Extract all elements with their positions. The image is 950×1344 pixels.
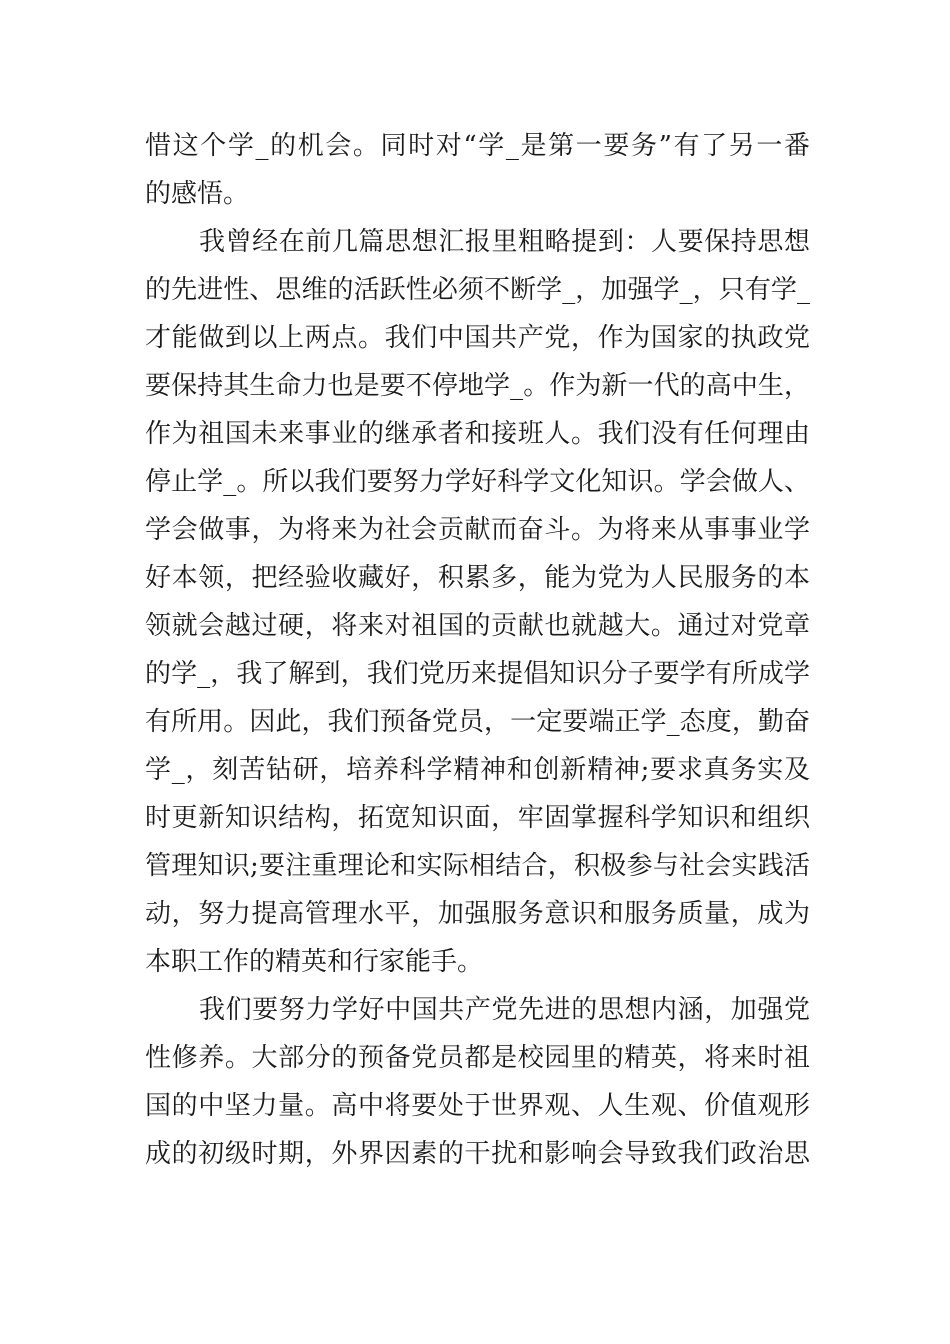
text-line: 要保持其生命力也是要不停地学_。作为新一代的高中生， <box>145 371 810 401</box>
text-line: 好本领，把经验收藏好，积累多，能为党为人民服务的本 <box>145 563 810 593</box>
text-line: 成的初级时期，外界因素的干扰和影响会导致我们政治思 <box>145 1139 810 1169</box>
paragraph-2 <box>145 218 810 986</box>
text-line: 管理知识;要注重理论和实际相结合，积极参与社会实践活 <box>145 851 810 881</box>
text-line: 时更新知识结构，拓宽知识面，牢固掌握科学知识和组织 <box>145 803 810 833</box>
text-line: 作为祖国未来事业的继承者和接班人。我们没有任何理由 <box>145 419 810 449</box>
text-line: 的学_，我了解到，我们党历来提倡知识分子要学有所成学 <box>145 659 810 689</box>
text-line: 的先进性、思维的活跃性必须不断学_，加强学_，只有学_ <box>145 275 810 305</box>
text-line: 才能做到以上两点。我们中国共产党，作为国家的执政党 <box>145 323 810 353</box>
text-line: 停止学_。所以我们要努力学好科学文化知识。学会做人、 <box>145 467 810 497</box>
text-line: 我们要努力学好中国共产党先进的思想内涵，加强党 <box>199 995 810 1025</box>
paragraph-1 <box>145 122 810 218</box>
paragraph-3 <box>145 986 810 1178</box>
text-line: 学会做事，为将来为社会贡献而奋斗。为将来从事事业学 <box>145 515 810 545</box>
text-line: 惜这个学_的机会。同时对“学_是第一要务”有了另一番 <box>145 131 810 161</box>
text-line: 领就会越过硬，将来对祖国的贡献也就越大。通过对党章 <box>145 611 810 641</box>
text-line: 学_，刻苦钻研，培养科学精神和创新精神;要求真务实及 <box>145 755 810 785</box>
text-line: 性修养。大部分的预备党员都是校园里的精英，将来时祖 <box>145 1043 810 1073</box>
text-line: 我曾经在前几篇思想汇报里粗略提到：人要保持思想 <box>199 227 810 257</box>
text-line: 国的中坚力量。高中将要处于世界观、人生观、价值观形 <box>145 1091 810 1121</box>
document-page <box>145 122 810 1178</box>
text-line: 的感悟。 <box>145 179 250 209</box>
text-line: 动，努力提高管理水平，加强服务意识和服务质量，成为 <box>145 899 810 929</box>
text-line: 有所用。因此，我们预备党员，一定要端正学_态度，勤奋 <box>145 707 810 737</box>
text-line: 本职工作的精英和行家能手。 <box>145 947 484 977</box>
